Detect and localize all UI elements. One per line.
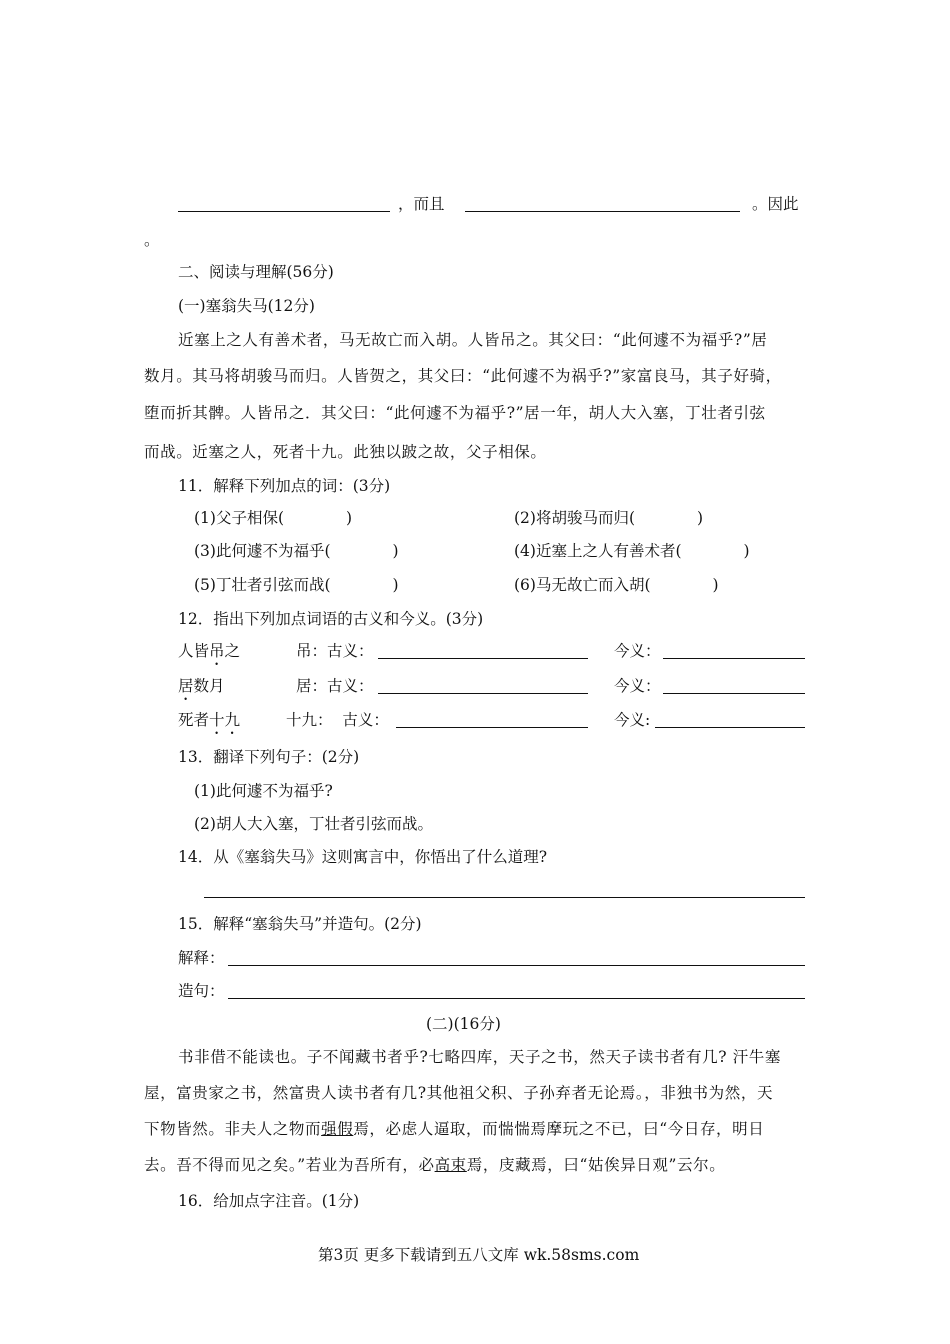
- q15-sentence-label: 造句：: [178, 982, 225, 1000]
- q11-item: (6)马无故亡而入胡( ): [514, 576, 719, 594]
- section-title: 二、阅读与理解(56分): [178, 263, 334, 281]
- q11-item: (3)此何遽不为福乎( ): [194, 542, 399, 560]
- question-14: 14．从《塞翁失马》这则寓言中，你悟出了什么道理?: [178, 848, 548, 866]
- answer-blank: [663, 693, 805, 694]
- answer-blank: [228, 998, 805, 999]
- q12-label: 今义：: [614, 677, 661, 695]
- passage-line: 去。吾不得而见之矣。”若业为吾所有，必高束焉，庋藏焉，曰“姑俟异日观”云尔。: [144, 1156, 726, 1174]
- answer-blank: [178, 211, 390, 212]
- question-12: 12．指出下列加点词语的古义和今义。(3分): [178, 610, 484, 628]
- question-15: 15．解释“塞翁失马”并造句。(2分): [178, 915, 422, 933]
- q11-item: (4)近塞上之人有善术者( ): [514, 542, 750, 560]
- part1-title: (一)塞翁失马(12分): [178, 297, 315, 315]
- page-footer: 第3页 更多下载请到五八文库 wk.58sms.com: [318, 1246, 640, 1264]
- q12-phrase: 居数月: [178, 677, 225, 695]
- answer-blank: [228, 965, 805, 966]
- question-11: 11．解释下列加点的词：(3分): [178, 477, 391, 495]
- answer-blank: [465, 211, 740, 212]
- q12-phrase: 死者十九: [178, 711, 241, 729]
- passage-line: 而战。近塞之人，死者十九。此独以跛之故，父子相保。: [144, 443, 547, 461]
- answer-blank: [655, 727, 805, 728]
- question-16: 16．给加点字注音。(1分): [178, 1192, 360, 1210]
- q13-item: (1)此何遽不为福乎?: [194, 782, 333, 800]
- answer-blank: [204, 897, 805, 898]
- q12-label: 今义：: [614, 642, 661, 660]
- q11-item: (2)将胡骏马而归( ): [514, 509, 704, 527]
- q12-label: 居：古义：: [296, 677, 374, 695]
- q11-item: (5)丁壮者引弦而战( ): [194, 576, 399, 594]
- passage-line: 近塞上之人有善术者，马无故亡而入胡。人皆吊之。其父曰：“此何遽不为福乎?”居: [178, 331, 768, 349]
- passage-line: 书非借不能读也。子不闻藏书者乎?七略四库，天子之书，然天子读书者有几? 汗牛塞: [178, 1048, 781, 1066]
- text-period: 。: [144, 231, 160, 249]
- passage-line: 屋，富贵家之书，然富贵人读书者有几?其他祖父积、子孙弃者无论焉。，非独书为然，天: [144, 1084, 774, 1102]
- passage-line: 数月。其马将胡骏马而归。人皆贺之，其父曰：“此何遽不为祸乎?”家富良马，其子好骑，: [144, 367, 782, 385]
- q13-item: (2)胡人大入塞，丁壮者引弦而战。: [194, 815, 433, 833]
- answer-blank: [663, 658, 805, 659]
- q12-label: 今义:: [614, 711, 651, 729]
- text-conjunction: ，而且: [398, 195, 445, 213]
- answer-blank: [378, 693, 588, 694]
- answer-blank: [378, 658, 588, 659]
- question-13: 13．翻译下列句子：(2分): [178, 748, 360, 766]
- text-conclusion: 。因此: [752, 195, 799, 213]
- q12-label: 十九： 古义：: [286, 711, 389, 729]
- q12-label: 吊：古义：: [296, 642, 374, 660]
- part2-title: (二)(16分): [426, 1015, 501, 1033]
- passage-line: 下物皆然。非夫人之物而强假焉，必虑人逼取，而惴惴焉摩玩之不已，曰“今日存，明日: [144, 1120, 765, 1138]
- answer-blank: [396, 727, 588, 728]
- q15-explain-label: 解释：: [178, 949, 225, 967]
- q11-item: (1)父子相保( ): [194, 509, 353, 527]
- passage-line: 堕而折其髀。人皆吊之．其父曰：“此何遽不为福乎?”居一年，胡人大入塞，丁壮者引弦: [144, 404, 766, 422]
- q12-phrase: 人皆吊之: [178, 642, 241, 660]
